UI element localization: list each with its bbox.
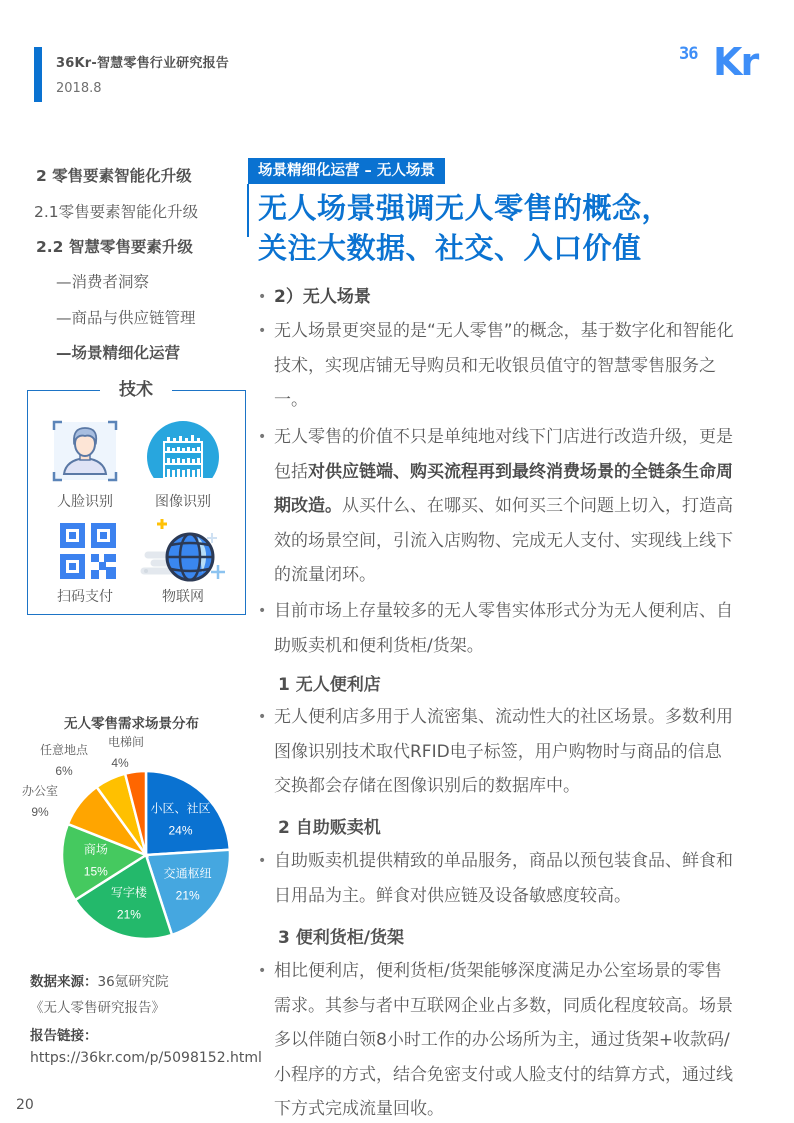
tech-label-image: 图像识别: [155, 494, 211, 510]
bullet-para-6: [258, 954, 738, 1123]
link-label-text: 报告链接：: [30, 1028, 98, 1044]
tech-label-qr: 扫码支付: [57, 589, 113, 605]
tech-title-wrap: [100, 376, 172, 404]
bullet-icon: •: [258, 853, 267, 869]
bullet-para-1: [258, 314, 738, 418]
page-headline: [258, 188, 671, 268]
para-5-text: 自助贩卖机提供精致的单品服务，商品以预包装食品、鲜食和日用品为主。鲜食对供应链及设备敏感度较高。: [274, 851, 733, 906]
outline-item-consumer-insight[interactable]: —消费者洞察: [56, 273, 150, 291]
headline-line-2: 关注大数据、社交、入口价值: [258, 231, 642, 265]
pie-label: 9%: [31, 805, 49, 819]
section-title: 2）无人场景: [274, 287, 371, 307]
pie-label: 21%: [116, 907, 141, 922]
outline-item-2-1[interactable]: 2.1零售要素智能化升级: [34, 203, 199, 221]
para-3-text: 目前市场上存量较多的无人零售实体形式分为无人便利店、自助贩卖机和便利货柜/货架。: [274, 601, 733, 656]
report-link-label: [30, 1024, 98, 1044]
header-accent-bar: [34, 47, 42, 102]
outline-item-scene-ops[interactable]: —场景精细化运营: [56, 344, 181, 362]
pie-label: 办公室: [21, 784, 59, 798]
pie-label: 任意地点: [39, 743, 89, 757]
subheading-shelf: 3 便利货柜/货架: [278, 928, 404, 948]
page-number: 20: [16, 1097, 34, 1113]
source-label: 数据来源：: [30, 974, 98, 990]
section-tag: 场景精细化运营 – 无人场景: [248, 158, 445, 184]
bullet-section-title: [258, 280, 738, 315]
pie-label: 电梯间: [107, 735, 145, 749]
image-recognition-icon: [146, 420, 220, 482]
pie-chart: [0, 730, 250, 960]
report-title: 36Kr-智慧零售行业研究报告: [56, 56, 229, 71]
tech-title: 技术: [119, 380, 153, 400]
subheading-convenience-store: 1 无人便利店: [278, 675, 381, 695]
pie-label: 15%: [83, 864, 108, 879]
bullet-icon: •: [258, 709, 267, 725]
tech-item-image: [138, 420, 228, 515]
source-report: 《无人零售研究报告》: [30, 1000, 165, 1016]
para-2-part-a: 无人零售的价值不只是单纯地对线下门店进行改造升级，更是包括: [274, 427, 733, 482]
source-value: 36氪研究院: [97, 974, 169, 990]
pie-label: 4%: [111, 756, 129, 770]
bullet-para-2: [258, 420, 738, 593]
headline-line-1: 无人场景强调无人零售的概念，: [258, 191, 672, 225]
pie-label: 交通枢纽: [163, 866, 212, 881]
data-source: [30, 970, 169, 990]
bullet-icon: •: [258, 289, 267, 305]
outline-item-2[interactable]: 2 零售要素智能化升级: [36, 167, 192, 185]
bullet-para-4: [258, 700, 738, 804]
outline-item-supply-chain[interactable]: —商品与供应链管理: [56, 309, 196, 327]
para-1-text: 无人场景更突显的是“无人零售”的概念，基于数字化和智能化技术，实现店铺无导购员和无收银员值守的智慧零售服务之一。: [274, 321, 734, 410]
logo-kr: Kr: [713, 40, 758, 84]
pie-label: 6%: [55, 764, 73, 778]
para-2-emphasis: 对供应链端、购买流程再到最终消费场景的全链条生命周期改造。: [274, 461, 733, 516]
qr-code-icon: [60, 523, 116, 579]
globe-iot-icon: [140, 515, 230, 585]
face-recognition-icon: [52, 420, 118, 482]
logo-36: 36: [679, 44, 698, 64]
tag-accent-line: [247, 184, 249, 237]
36kr-logo: [679, 40, 779, 94]
pie-label: 21%: [175, 888, 200, 903]
para-6-text: 相比便利店，便利货柜/货架能够深度满足办公室场景的零售需求。其参与者中互联网企业占多数，同质化程度较高。场景多以伴随白领8小时工作的办公场所为主，通过货架+收款码/小程序的方式，结合免密支付或人脸支付的结算方式，通过线下方式完成流量回收。: [274, 961, 733, 1119]
bullet-para-5: [258, 844, 738, 913]
bullet-icon: •: [258, 429, 267, 445]
subheading-vending-machine: 2 自助贩卖机: [278, 818, 381, 838]
bullet-icon: •: [258, 963, 267, 979]
bullet-para-3: [258, 594, 738, 663]
tech-item-qr: [40, 520, 130, 605]
report-date: 2018.8: [56, 81, 102, 96]
pie-label: 小区、社区: [150, 801, 211, 816]
tech-label-iot: 物联网: [162, 589, 204, 605]
para-2-text: [258, 420, 738, 593]
pie-label: 24%: [168, 823, 193, 838]
pie-chart-title: 无人零售需求场景分布: [64, 716, 199, 732]
tech-label-face: 人脸识别: [57, 494, 113, 510]
bullet-icon: •: [258, 603, 267, 619]
para-2-part-c: 从买什么、在哪买、如何买三个问题上切入，打造高效的场景空间，引流入店购物、完成无人支付、实现线上线下的流量闭环。: [274, 496, 733, 585]
pie-label: 商场: [83, 842, 108, 857]
report-link[interactable]: https://36kr.com/p/5098152.html: [30, 1050, 262, 1066]
tech-item-iot: [138, 515, 228, 605]
bullet-icon: •: [258, 323, 267, 339]
tech-item-face: [40, 420, 130, 515]
outline-item-2-2[interactable]: 2.2 智慧零售要素升级: [36, 238, 193, 256]
para-4-text: 无人便利店多用于人流密集、流动性大的社区场景。多数利用图像识别技术取代RFID电子标签，用户购物时与商品的信息交换都会存储在图像识别后的数据库中。: [274, 707, 733, 796]
pie-label: 写字楼: [110, 885, 147, 900]
